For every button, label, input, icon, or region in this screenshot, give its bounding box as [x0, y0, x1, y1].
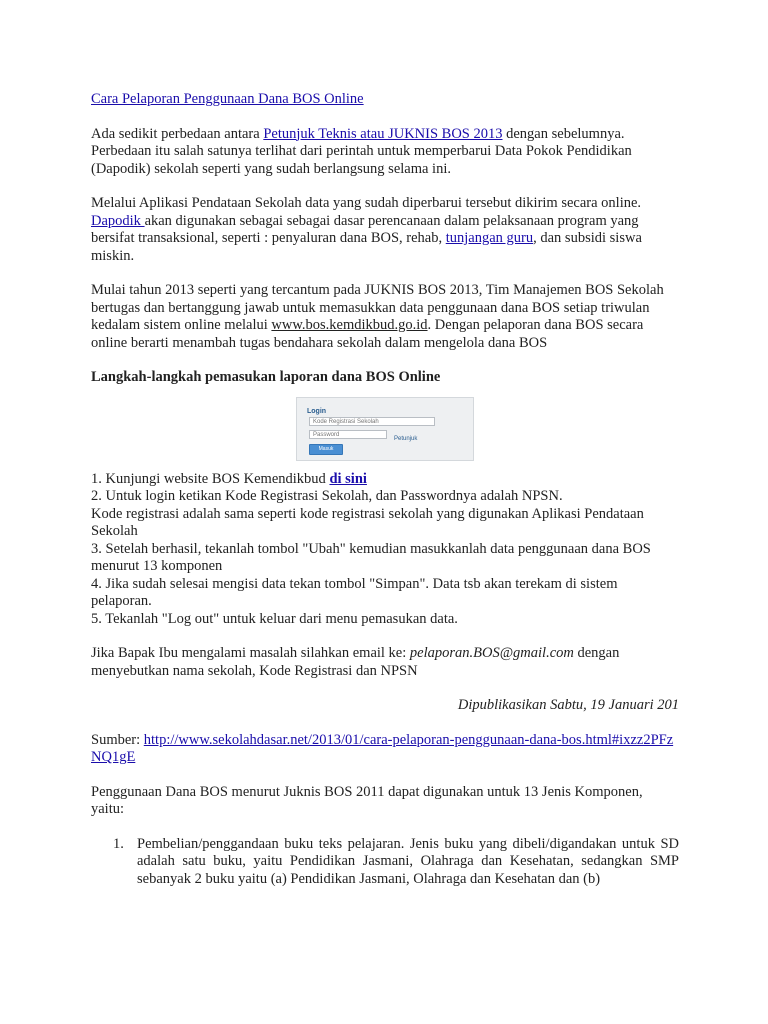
tunjangan-guru-link[interactable]: tunjangan guru [445, 230, 534, 246]
article-title-link[interactable]: Cara Pelaporan Penggunaan Dana BOS Online [91, 91, 364, 107]
p3-pre: Mulai tahun 2013 seperti yang tercantum pada JUKNIS BOS 2013, Tim Manajemen BOS Sekolah bertugas dan bertanggung jawab untuk memasukkan data penggunaan dana BOS setiap triwulan kedalam sistem online melalui [91, 282, 664, 333]
steps-heading: Langkah-langkah pemasukan laporan dana BOS Online [91, 369, 441, 385]
step-1 [91, 471, 679, 489]
contact-email: pelaporan.BOS@gmail.com [409, 645, 574, 661]
paragraph-juknis [91, 126, 679, 179]
p1-pre: Ada sedikit perbedaan antara [91, 125, 264, 142]
published-date: Dipublikasikan Sabtu, 19 Januari 201 [457, 697, 679, 713]
step-4: 4. Jika sudah selesai mengisi data tekan tombol "Simpan". Data tsb akan terekam di sistem pelaporan. [91, 575, 618, 609]
paragraph-manajemen [91, 282, 679, 352]
komponen-list [91, 836, 679, 889]
step-2-note: Kode registrasi adalah sama seperti kode registrasi sekolah yang digunakan Aplikasi Pendataan Sekolah [91, 505, 644, 539]
registration-code-field: Kode Registrasi Sekolah [309, 417, 435, 426]
login-hint-link: Petunjuk [394, 435, 418, 442]
contact-paragraph [91, 645, 679, 680]
source-url-link[interactable]: http://www.sekolahdasar.net/2013/01/cara-pelaporan-penggunaan-dana-bos.html#ixzz2PFzNQ1gE [91, 731, 674, 765]
p1-post: dengan sebelumnya. Perbedaan itu salah satunya terlihat dari perintah untuk memperbarui Data Pokok Pendidikan (Dapodik) sekolah seperti yang sudah berlangsung selama ini. [91, 125, 632, 177]
login-screenshot [296, 397, 474, 461]
juknis-link[interactable]: Petunjuk Teknis atau JUKNIS BOS 2013 [263, 125, 503, 142]
paragraph-dapodik [91, 195, 679, 265]
step-2: 2. Untuk login ketikan Kode Registrasi Sekolah, dan Passwordnya adalah NPSN. [91, 488, 563, 504]
step-1-text: 1. Kunjungi website BOS Kemendikbud [91, 470, 330, 487]
step-5: 5. Tekanlah "Log out" untuk keluar dari menu pemasukan data. [91, 610, 458, 627]
dapodik-link[interactable]: Dapodik [91, 212, 145, 229]
contact-pre: Jika Bapak Ibu mengalami masalah silahkan email ke: [91, 645, 410, 661]
list-item-number: 1. [113, 835, 124, 852]
p2-mid: akan digunakan sebagai sebagai dasar perencanaan dalam pelaksanaan program yang bersifat transaksional, seperti : penyaluran dana BOS, rehab, [91, 212, 639, 246]
di-sini-link[interactable]: di sini [329, 470, 367, 487]
contact-post: dengan menyebutkan nama sekolah, Kode Registrasi dan NPSN [91, 645, 620, 679]
p2-post: , dan subsidi siswa miskin. [91, 230, 642, 264]
paragraph-komponen: Penggunaan Dana BOS menurut Juknis BOS 2011 dapat digunakan untuk 13 Jenis Komponen, yaitu: [91, 783, 643, 817]
login-button: Masuk [309, 444, 343, 455]
source-paragraph [91, 732, 679, 767]
login-title: Login [307, 407, 327, 415]
list-item [91, 836, 679, 889]
document-page [91, 91, 679, 888]
step-3: 3. Setelah berhasil, tekanlah tombol "Ubah" kemudian masukkanlah data penggunaan dana BOS menurut 13 komponen [91, 540, 651, 574]
source-label: Sumber: [91, 731, 144, 748]
p2-line1: Melalui Aplikasi Pendataan Sekolah data yang sudah diperbarui tersebut dikirim secara online. [91, 195, 642, 211]
password-field: Password [309, 430, 387, 439]
p3-post: . Dengan pelaporan dana BOS secara online berarti menambah tugas bendahara sekolah dalam mengelola dana BOS [91, 317, 644, 351]
list-item-text: Pembelian/penggandaan buku teks pelajaran. Jenis buku yang dibeli/digandakan untuk SD adalah satu buku, yaitu Pendidikan Jasmani, Olahraga dan Kesehatan, sedangkan SMP sebanyak 2 buku yaitu (a) Pendidikan Jasmani, Olahraga dan Kesehatan dan (b) [137, 835, 679, 887]
title-paragraph [91, 91, 679, 109]
bos-website-link[interactable]: www.bos.kemdikbud.go.id [271, 317, 428, 333]
